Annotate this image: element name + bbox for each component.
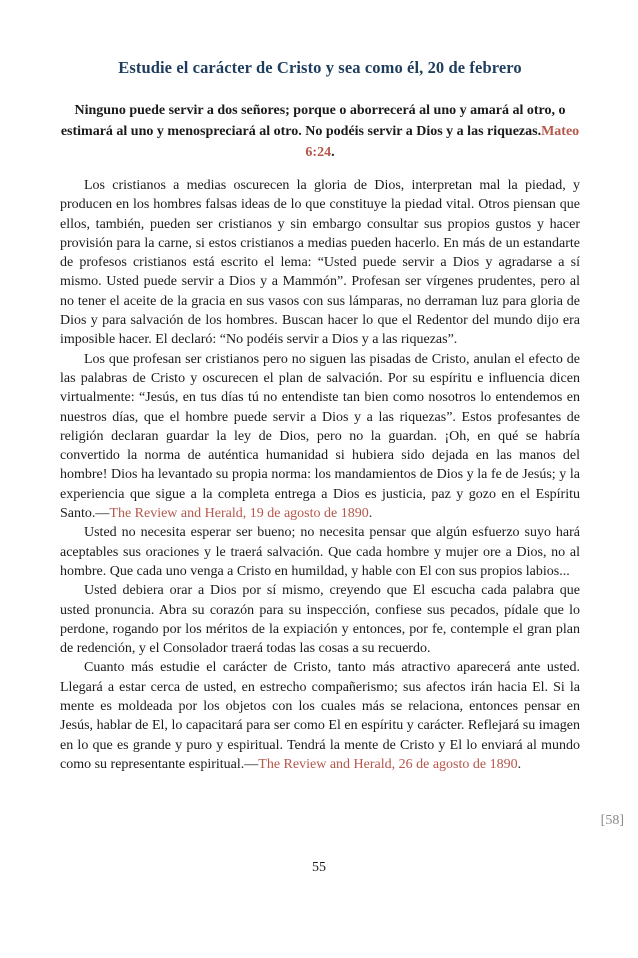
- paragraph-text: Los cristianos a medias oscurecen la gloria de Dios, interpretan mal la piedad, y producen en los hombres falsas ideas de lo que constituye la piedad vital. Otros piensan que ellos, también, pueden ser cristianos y sin embargo consultar sus propios gustos y hacer provisión para la carne, si estos cristianos a medias pueden hacerlo. En más de un estandarte de profesos cristianos está escrito el lema: “Usted puede servir a Dios y agradarse a sí mismo. Usted puede servir a Dios y a Mammón”. Profesan ser vírgenes prudentes, pero al no tener el aceite de la gracia en sus vasos con sus lámparas, no derraman luz para gloria de Dios y para salvación de los hombres. Buscan hacer lo que el Redentor del mundo dijo era imposible hacer. El declaró: “No podéis servir a Dios y a las riquezas”.: [60, 178, 580, 348]
- epigraph-verse: [60, 100, 580, 163]
- paragraph-text: Cuanto más estudie el carácter de Cristo, tanto más atractivo aparecerá ante usted. Llegará a estar cerca de usted, en estrecho compañerismo; sus afectos irán hacia El. Si la mente es moldeada por los objetos con los cuales más se relaciona, entonces pensar en Jesús, hablar de El, lo capacitará para ser como El en espíritu y carácter. Reflejará su imagen en lo que es grande y puro y espiritual. Tendrá la mente de Cristo y El lo enviará al mundo como su representante espiritual.—: [60, 660, 580, 772]
- paragraph-3: [60, 523, 580, 581]
- paragraph-1: [60, 176, 580, 350]
- page-number: 55: [312, 860, 326, 875]
- scripture-reference[interactable]: Mateo 6:24: [305, 124, 580, 160]
- paragraph-5: [60, 658, 580, 774]
- body-text: [60, 176, 580, 774]
- epigraph-text: Ninguno puede servir a dos señores; porque o aborrecerá al uno y amará al otro, o estimará al uno y menospreciará al otro. No podéis servir a Dios y a las riquezas.: [60, 103, 566, 139]
- source-citation[interactable]: The Review and Herald, 26 de agosto de 1890: [258, 756, 518, 772]
- paragraph-4: [60, 581, 580, 658]
- citation-period: .: [517, 756, 522, 772]
- paragraph-2: [60, 350, 580, 524]
- epigraph-period: .: [331, 145, 335, 160]
- citation-period: .: [368, 506, 373, 522]
- page-title: Estudie el carácter de Cristo y sea como él, 20 de febrero: [118, 58, 522, 77]
- source-citation[interactable]: The Review and Herald, 19 de agosto de 1890: [109, 506, 369, 522]
- paragraph-text: Los que profesan ser cristianos pero no siguen las pisadas de Cristo, anulan el efecto de las palabras de Cristo y oscurecen el plan de salvación. Por su espíritu e influencia dicen virtualmente: “Jesús, en tus días tú no entendiste tan bien como nosotros lo entendemos en nuestros días, que el hombre puede servir a Dios y a las riquezas”. Estos profesantes de religión declaran guardar la ley de Dios, pero no la guardan. ¡Oh, en qué se habría convertido la norma de auténtica humanidad si hubiera sido dejada en las manos del hombre! Dios ha levantado su propia norma: los mandamientos de Dios y la fe de Jesús; y la experiencia que sigue a la completa entrega a Dios es justicia, paz y gozo en el Espíritu Santo.—: [60, 351, 580, 522]
- paragraph-text: Usted no necesita esperar ser bueno; no necesita pensar que algún esfuerzo suyo hará aceptables sus oraciones y le traerá salvación. Que cada hombre y mujer ore a Dios, no al hombre. Que cada uno venga a Cristo en humildad, y hable con El con sus propios labios...: [60, 525, 580, 579]
- original-page-marker: [58]: [600, 813, 624, 828]
- paragraph-text: Usted debiera orar a Dios por sí mismo, creyendo que El escucha cada palabra que usted pronuncia. Abra su corazón para su inspección, confiese sus pecados, pídale que lo perdone, rogando por los méritos de la expiación y entonces, por fe, contemple el gran plan de redención, y el Consolador traerá todas las cosas a su recuerdo.: [60, 583, 580, 657]
